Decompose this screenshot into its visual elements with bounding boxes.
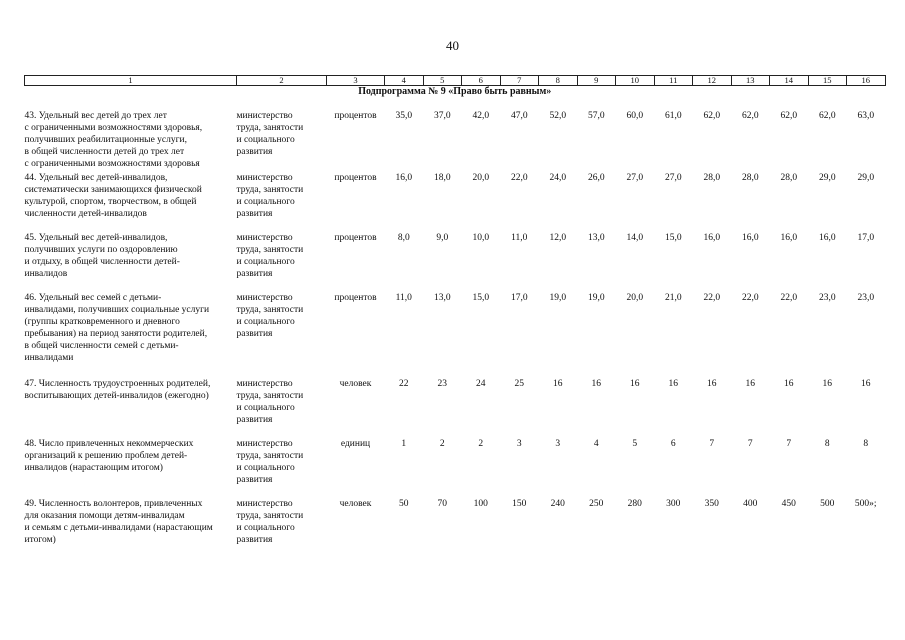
indicator-value: 23,0 (818, 293, 836, 303)
indicator-value: 22,0 (780, 293, 798, 303)
indicator-value: 29,0 (818, 173, 836, 183)
indicator-value: 16 (707, 379, 717, 389)
indicator-name: 47. Численность трудоустроенных родителей, воспитывающих детей-инвалидов (ежегодно) (24, 379, 211, 401)
indicator-value: 7 (786, 439, 792, 449)
column-number-16: 16 (847, 76, 886, 86)
indicator-value: 2 (439, 439, 445, 449)
indicator-value: 37,0 (433, 111, 451, 121)
indicator-name: 49. Численность волонтеров, привлеченных для оказания помощи детям-инвалидам и семьям с детьми-инвалидами (нарастающим итогом) (24, 499, 213, 545)
indicator-value: 16,0 (703, 233, 721, 243)
unit-of-measure: процентов (334, 293, 377, 303)
indicator-value: 13,0 (587, 233, 605, 243)
unit-of-measure: процентов (334, 111, 377, 121)
responsible-agency: министерство труда, занятости и социального развития (236, 111, 304, 157)
indicator-value: 7 (709, 439, 715, 449)
indicator-value: 100 (473, 499, 488, 509)
unit-of-measure: процентов (334, 173, 377, 183)
indicator-value: 9,0 (436, 233, 449, 243)
indicator-value: 24,0 (549, 173, 567, 183)
indicator-value: 8 (863, 439, 869, 449)
subprogram-title: Подпрограмма № 9 «Право быть равным» (358, 86, 552, 97)
column-number-3: 3 (327, 76, 385, 86)
indicator-value: 300 (666, 499, 681, 509)
table-row (25, 232, 886, 292)
table-row (25, 378, 886, 438)
indicator-value: 15,0 (472, 293, 490, 303)
column-number-9: 9 (577, 76, 616, 86)
indicator-value: 11,0 (395, 293, 412, 303)
indicator-value: 150 (512, 499, 527, 509)
indicator-value: 19,0 (549, 293, 567, 303)
table-row (25, 110, 886, 172)
indicator-value: 4 (593, 439, 599, 449)
indicator-value: 28,0 (703, 173, 721, 183)
column-number-12: 12 (693, 76, 732, 86)
indicator-value: 16 (591, 379, 601, 389)
indicator-value: 27,0 (664, 173, 682, 183)
indicator-value: 2 (478, 439, 484, 449)
indicator-value: 8 (824, 439, 830, 449)
responsible-agency: министерство труда, занятости и социального развития (236, 233, 304, 279)
indicator-value: 22,0 (703, 293, 721, 303)
indicator-value: 25 (514, 379, 524, 389)
indicator-value: 22 (399, 379, 409, 389)
column-number-header (25, 76, 886, 86)
indicator-value: 16 (861, 379, 871, 389)
indicator-value: 3 (555, 439, 561, 449)
responsible-agency: министерство труда, занятости и социального развития (236, 173, 304, 219)
indicator-value: 62,0 (741, 111, 759, 121)
indicator-value: 8,0 (397, 233, 410, 243)
indicator-value: 18,0 (433, 173, 451, 183)
indicator-value: 16,0 (395, 173, 413, 183)
indicator-value: 27,0 (626, 173, 644, 183)
indicator-name: 45. Удельный вес детей-инвалидов, получивших услуги по оздоровлению и отдыху, в общей численности детей- инвалидов (24, 233, 180, 279)
indicator-value: 20,0 (626, 293, 644, 303)
indicator-value: 16,0 (741, 233, 759, 243)
indicator-value: 16 (745, 379, 755, 389)
column-number-15: 15 (808, 76, 847, 86)
column-number-8: 8 (539, 76, 578, 86)
indicator-value: 16 (784, 379, 794, 389)
page-number: 40 (446, 38, 459, 53)
unit-of-measure: процентов (334, 233, 377, 243)
indicator-value: 250 (589, 499, 604, 509)
indicator-value: 500 (820, 499, 835, 509)
indicator-value: 20,0 (472, 173, 490, 183)
responsible-agency: министерство труда, занятости и социального развития (236, 379, 304, 425)
unit-of-measure: единиц (340, 439, 371, 449)
column-number-10: 10 (616, 76, 655, 86)
column-number-5: 5 (423, 76, 462, 86)
indicator-name: 46. Удельный вес семей с детьми- инвалидами, получивших социальные услуги (группы кратковременного и дневного пребывания) на период занятости родителей, в общей численности семей с детьми- инвалидами (24, 293, 210, 363)
indicator-value: 16 (553, 379, 563, 389)
column-number-2: 2 (237, 76, 327, 86)
table-row (25, 172, 886, 232)
indicator-value: 28,0 (780, 173, 798, 183)
indicator-value: 62,0 (818, 111, 836, 121)
responsible-agency: министерство труда, занятости и социального развития (236, 499, 304, 545)
indicator-value: 5 (632, 439, 638, 449)
indicator-value: 16,0 (780, 233, 798, 243)
indicator-value: 21,0 (664, 293, 682, 303)
indicator-value: 7 (747, 439, 753, 449)
column-number-11: 11 (654, 76, 693, 86)
indicator-value: 62,0 (780, 111, 798, 121)
indicator-value: 62,0 (703, 111, 721, 121)
indicator-value: 60,0 (626, 111, 644, 121)
indicator-name: 43. Удельный вес детей до трех лет с ограниченными возможностями здоровья, получивших реабилитационные услуги, в общей численности детей до трех лет с ограниченными возможностями здоровья (24, 111, 203, 169)
indicator-value: 17,0 (510, 293, 528, 303)
indicator-value: 63,0 (857, 111, 875, 121)
indicator-value: 280 (627, 499, 642, 509)
indicator-value: 47,0 (510, 111, 528, 121)
indicator-value: 70 (437, 499, 447, 509)
indicator-value: 3 (516, 439, 522, 449)
indicator-value: 6 (670, 439, 676, 449)
indicator-name: 44. Удельный вес детей-инвалидов, систематически занимающихся физической культурой, спортом, творчеством, в общей численности детей-инвалидов (24, 173, 202, 219)
indicator-value: 16 (822, 379, 832, 389)
indicator-name: 48. Число привлеченных некоммерческих организаций к решению проблем детей- инвалидов (нарастающим итогом) (24, 439, 194, 473)
indicator-value: 23 (437, 379, 447, 389)
indicator-value: 19,0 (587, 293, 605, 303)
indicator-value: 26,0 (587, 173, 605, 183)
unit-of-measure: человек (339, 499, 372, 509)
indicator-value: 11,0 (511, 233, 528, 243)
responsible-agency: министерство труда, занятости и социального развития (236, 439, 304, 485)
indicator-value: 16 (668, 379, 678, 389)
indicator-value: 23,0 (857, 293, 875, 303)
indicator-value: 14,0 (626, 233, 644, 243)
indicator-value: 52,0 (549, 111, 567, 121)
indicator-value: 240 (550, 499, 565, 509)
indicator-value: 50 (399, 499, 409, 509)
indicator-value: 400 (743, 499, 758, 509)
column-number-13: 13 (731, 76, 770, 86)
indicator-value: 22,0 (510, 173, 528, 183)
indicator-value: 28,0 (741, 173, 759, 183)
indicator-value: 57,0 (587, 111, 605, 121)
indicator-value: 61,0 (664, 111, 682, 121)
indicator-value: 10,0 (472, 233, 490, 243)
column-number-4: 4 (385, 76, 424, 86)
column-number-6: 6 (462, 76, 501, 86)
indicator-value: 500»; (854, 499, 877, 509)
indicator-value: 29,0 (857, 173, 875, 183)
indicator-value: 12,0 (549, 233, 567, 243)
indicator-value: 24 (476, 379, 486, 389)
indicator-value: 35,0 (395, 111, 413, 121)
indicator-value: 42,0 (472, 111, 490, 121)
unit-of-measure: человек (339, 379, 372, 389)
column-number-1: 1 (25, 76, 237, 86)
subprogram-heading-row (25, 86, 886, 111)
indicator-value: 350 (704, 499, 719, 509)
indicator-value: 13,0 (433, 293, 451, 303)
indicator-table (24, 75, 886, 558)
indicator-value: 16,0 (818, 233, 836, 243)
indicator-value: 22,0 (741, 293, 759, 303)
column-number-7: 7 (500, 76, 539, 86)
responsible-agency: министерство труда, занятости и социального развития (236, 293, 304, 339)
table-row (25, 292, 886, 378)
indicator-value: 450 (781, 499, 796, 509)
column-number-14: 14 (770, 76, 809, 86)
table-row (25, 498, 886, 558)
indicator-value: 15,0 (664, 233, 682, 243)
indicator-value: 1 (401, 439, 407, 449)
indicator-value: 16 (630, 379, 640, 389)
indicator-value: 17,0 (857, 233, 875, 243)
table-row (25, 438, 886, 498)
